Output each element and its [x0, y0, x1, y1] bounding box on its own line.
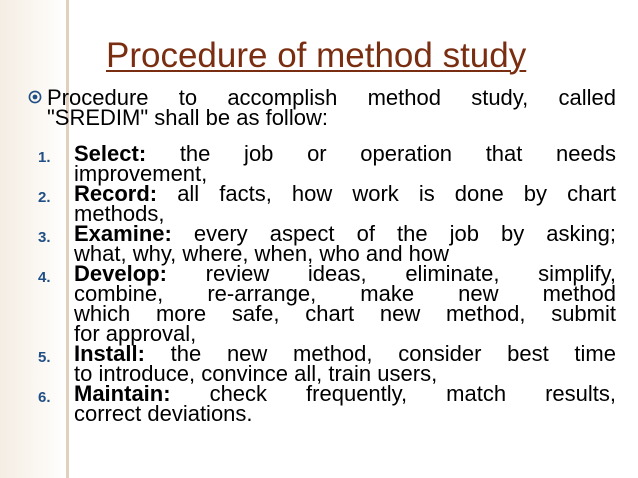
- step-body: [74, 381, 616, 426]
- intro-paragraph: [30, 85, 616, 130]
- step-item: [0, 381, 638, 426]
- intro-line-2: "SREDIM" shall be as follow:: [47, 105, 328, 130]
- intro-line-1: Procedure to accomplish method study, called: [47, 85, 616, 110]
- step-continuation: to introduce, convince all, train users,: [74, 361, 438, 386]
- intro-text: [30, 85, 616, 130]
- step-term: Examine:: [74, 221, 172, 246]
- step-body: [74, 181, 616, 226]
- step-description: review ideas, eliminate, simplify,: [166, 261, 616, 286]
- steps-list: [0, 141, 638, 426]
- step-continuation: what, why, where, when, who and how: [74, 241, 450, 266]
- step-continuation: correct deviations.: [74, 401, 253, 426]
- step-description: every aspect of the job by asking;: [171, 221, 616, 246]
- step-term: Maintain:: [74, 381, 171, 406]
- step-number: 3.: [38, 229, 51, 246]
- step-term: Install:: [74, 341, 145, 366]
- step-number: 5.: [38, 349, 51, 366]
- step-continuation: for approval,: [74, 321, 197, 346]
- step-number: 2.: [38, 189, 51, 206]
- step-item: [0, 221, 638, 266]
- step-item: [0, 141, 638, 186]
- step-number: 4.: [38, 269, 51, 286]
- step-description: the new method, consider best time: [144, 341, 616, 366]
- step-body: [74, 261, 616, 346]
- step-number: 6.: [38, 389, 51, 406]
- step-continuation: improvement,: [74, 161, 208, 186]
- step-item: [0, 261, 638, 346]
- step-continuation: methods,: [74, 201, 165, 226]
- step-continuation: which more safe, chart new method, submit: [74, 301, 616, 326]
- step-number: 1.: [38, 149, 51, 166]
- circle-bullet-icon: [28, 90, 42, 104]
- step-term: Select:: [74, 141, 147, 166]
- step-description: all facts, how work is done by chart: [157, 181, 616, 206]
- step-body: [74, 221, 616, 266]
- step-item: [0, 341, 638, 386]
- step-term: Record:: [74, 181, 158, 206]
- slide-title: Procedure of method study: [106, 36, 527, 75]
- step-term: Develop:: [74, 261, 167, 286]
- step-body: [74, 341, 616, 386]
- step-body: [74, 141, 616, 186]
- step-description: the job or operation that needs: [146, 141, 616, 166]
- step-continuation: combine, re-arrange, make new method: [74, 281, 616, 306]
- step-description: check frequently, match results,: [170, 381, 616, 406]
- step-item: [0, 181, 638, 226]
